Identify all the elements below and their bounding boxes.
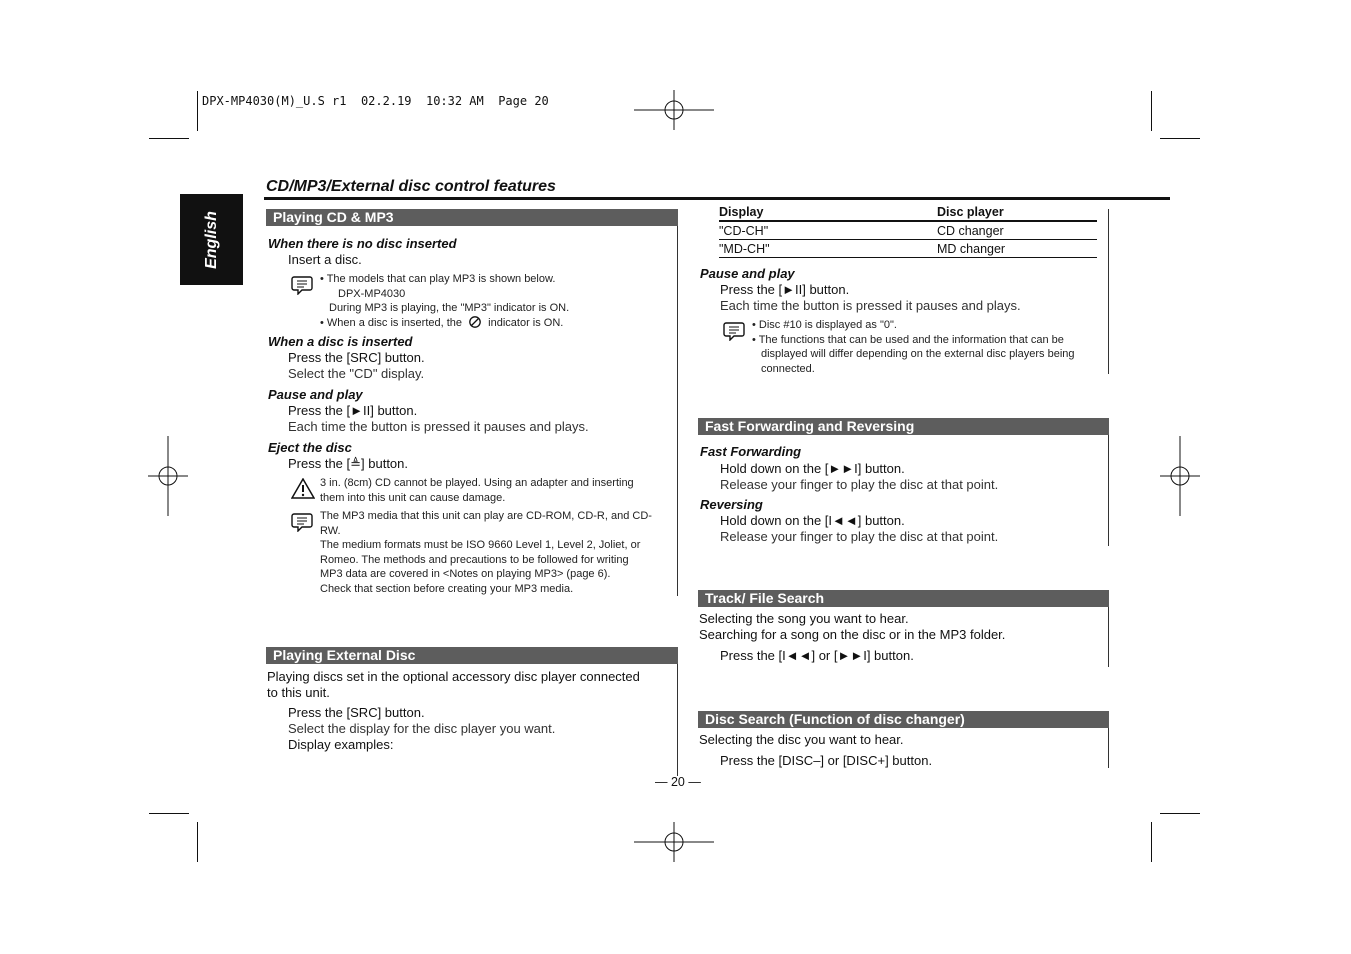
text: Insert a disc. [288,252,362,267]
text: Display examples: [288,737,394,752]
text: Hold down on the [I◄◄] button. [720,513,905,528]
section-rule [677,226,678,596]
section-rule [1108,607,1109,667]
section-rule [1108,209,1109,374]
table-row: "MD-CH" MD changer [719,240,1097,258]
text: Select the "CD" display. [288,366,425,381]
note-text: • Disc #10 is displayed as "0". • The functions that can be used and the information that can be displayed will differ depending on the external disc players being connected. [752,319,1075,375]
registration-mark-right [1160,436,1200,516]
disc-indicator-icon [469,316,481,328]
note-icon [291,512,313,532]
table-header: Display [719,205,764,219]
registration-mark-bottom [634,822,714,862]
text: Each time the button is pressed it pauses and plays. [288,419,589,434]
subheading-ff: Fast Forwarding [700,444,802,459]
text: Press the [SRC] button. [288,350,425,365]
note-icon [723,321,745,341]
page-number: — 20 — [655,775,701,789]
text: Hold down on the [►►I] button. [720,461,905,476]
registration-mark-left [148,436,188,516]
section-heading-playing-cd: Playing CD & MP3 [266,209,678,226]
print-header: DPX-MP4030(M)_U.S r1 02.2.19 10:32 AM Page 20 [202,94,549,108]
text: Selecting the disc you want to hear. [699,732,904,747]
text: Each time the button is pressed it pauses and plays. [720,298,1021,313]
warning-text: 3 in. (8cm) CD cannot be played. Using an adapter and inserting them into this unit can cause damage. [320,477,634,504]
text: Press the [DISC–] or [DISC+] button. [720,753,933,768]
text: Press the [≜] button. [288,456,409,471]
text: Playing discs set in the optional accessory disc player connected [267,669,640,684]
section-heading-external: Playing External Disc [266,647,678,664]
table-header: Disc player [937,205,1004,219]
language-tab: English [180,194,243,285]
text: to this unit. [267,685,330,700]
subheading-disc-inserted: When a disc is inserted [268,334,413,349]
text: Release your finger to play the disc at that point. [720,529,999,544]
text: Searching for a song on the disc or in the MP3 folder. [699,627,1006,642]
section-rule [677,664,678,776]
note-icon [291,275,313,295]
section-rule [1108,728,1109,768]
note-text: The MP3 media that this unit can play are CD-ROM, CD-R, and CD- RW. The medium formats must be ISO 9660 Level 1, Level 2, Joliet, or Romeo. The methods and precautions to be followed for writing MP3 data are covered in <Notes on playing MP3> (page 6). Check that section before creating your MP3 media. [320,510,652,595]
note-text: • The models that can play MP3 is shown below. DPX-MP4030 During MP3 is playing, the "MP3" indicator is ON. • When a disc is inserted, the indicator is ON. [320,273,570,329]
text: Press the [SRC] button. [288,705,425,720]
section-rule [1108,435,1109,546]
subheading-eject: Eject the disc [268,440,352,455]
warning-icon [291,478,315,499]
text: Press the [I◄◄] or [►►I] button. [720,648,914,663]
text: Select the display for the disc player you want. [288,721,556,736]
subheading-pause-play: Pause and play [700,266,795,281]
registration-mark-top [634,90,714,130]
title-rule [264,197,1170,200]
subheading-rev: Reversing [700,497,763,512]
section-heading-track-search: Track/ File Search [698,590,1109,607]
display-table [719,204,1097,258]
section-heading-ff-rev: Fast Forwarding and Reversing [698,418,1109,435]
table-row: "CD-CH" CD changer [719,221,1097,240]
page-title: CD/MP3/External disc control features [266,178,556,195]
subheading-pause-play: Pause and play [268,387,363,402]
subheading-no-disc: When there is no disc inserted [268,236,457,251]
text: Release your finger to play the disc at that point. [720,477,999,492]
text: Press the [►II] button. [720,282,850,297]
text: Press the [►II] button. [288,403,418,418]
text: Selecting the song you want to hear. [699,611,909,626]
section-heading-disc-search: Disc Search (Function of disc changer) [698,711,1109,728]
